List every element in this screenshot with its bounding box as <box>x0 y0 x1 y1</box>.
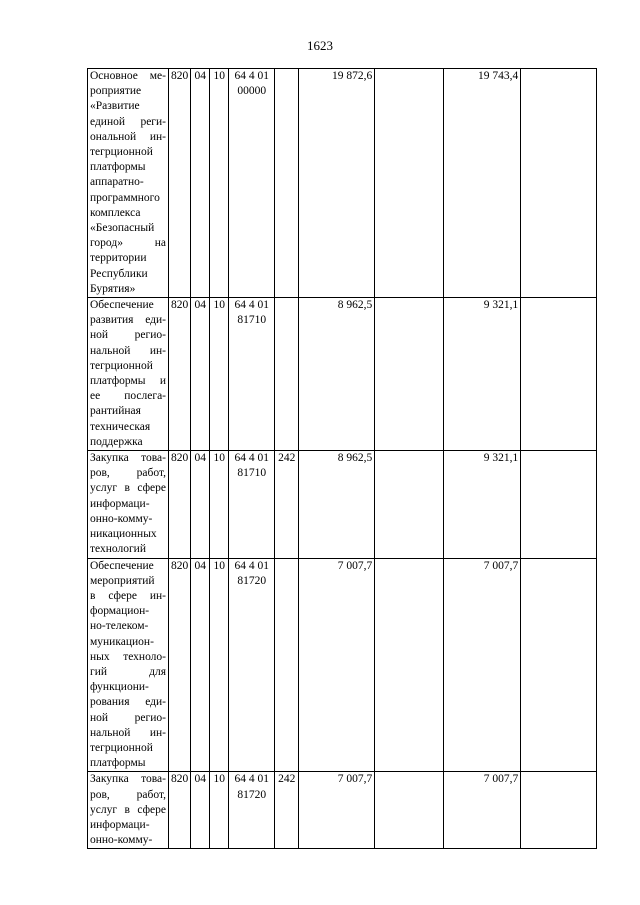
amount-year2-cell: 9 321,1 <box>444 451 521 558</box>
empty-column-cell <box>521 451 597 558</box>
expense-type-cell <box>275 558 299 772</box>
target-article-line: 64 4 01 <box>234 70 269 82</box>
item-name-line: технологий <box>90 543 146 556</box>
ministry-code-cell: 820 <box>169 772 191 849</box>
empty-column-cell <box>375 558 444 772</box>
table-row <box>88 298 597 451</box>
item-name-line: территории <box>90 252 147 265</box>
item-name-cell <box>88 772 169 849</box>
item-name-line: город» на <box>90 237 166 250</box>
subsection-code-cell: 10 <box>210 558 229 772</box>
item-name-line: рантийная <box>90 405 141 418</box>
item-name-line: аппаратно- <box>90 176 144 189</box>
target-article-line: 00000 <box>237 85 267 98</box>
amount-year2-cell: 7 007,7 <box>444 772 521 849</box>
expense-type-cell: 242 <box>275 772 299 849</box>
item-name-line: Закупка това- <box>90 773 166 786</box>
target-article-line: 81710 <box>237 314 267 327</box>
empty-column-cell <box>375 772 444 849</box>
amount-year2-cell: 7 007,7 <box>444 558 521 772</box>
empty-column-cell <box>375 451 444 558</box>
item-name-cell <box>88 451 169 558</box>
item-name-line: ных техноло- <box>90 650 166 663</box>
item-name-line: комплекса <box>90 206 141 219</box>
item-name-line: информаци- <box>90 497 150 510</box>
target-article-line: 64 4 01 <box>234 773 269 786</box>
empty-column-cell <box>375 69 444 298</box>
table-row <box>88 558 597 772</box>
subsection-code-cell: 10 <box>210 772 229 849</box>
expense-type-cell <box>275 298 299 451</box>
empty-column-cell <box>521 298 597 451</box>
item-name-cell <box>88 298 169 451</box>
item-name-line: функциони- <box>90 681 149 694</box>
section-code-cell: 04 <box>191 558 210 772</box>
ministry-code-cell: 820 <box>169 451 191 558</box>
target-article-line: 64 4 01 <box>234 452 269 465</box>
item-name-line: ров, работ, <box>90 467 166 480</box>
item-name-line: ональной ин- <box>90 130 166 143</box>
item-name-line: «Развитие <box>90 100 140 113</box>
item-name-line: Бурятия» <box>90 282 136 295</box>
item-name-line: формацион- <box>90 605 150 618</box>
item-name-line: Закупка това- <box>90 452 166 465</box>
item-name-line: мероприятий <box>90 574 155 587</box>
item-name-line: платформы <box>90 757 146 770</box>
item-name-line: ной регио- <box>90 329 166 342</box>
budget-table <box>87 68 597 849</box>
amount-year1-cell: 8 962,5 <box>299 451 375 558</box>
ministry-code-cell: 820 <box>169 558 191 772</box>
item-name-line: ее послега- <box>90 390 166 403</box>
amount-year2-cell: 19 743,4 <box>444 69 521 298</box>
item-name-line: Республики <box>90 267 148 280</box>
ministry-code-cell: 820 <box>169 298 191 451</box>
empty-column-cell <box>375 298 444 451</box>
table-row <box>88 451 597 558</box>
section-code-cell: 04 <box>191 451 210 558</box>
target-article-line: 81710 <box>237 467 267 480</box>
item-name-line: нальной ин- <box>90 726 166 739</box>
item-name-cell <box>88 69 169 298</box>
amount-year1-cell: 7 007,7 <box>299 772 375 849</box>
item-name-line: платформы <box>90 161 146 174</box>
amount-year1-cell: 19 872,6 <box>299 69 375 298</box>
target-article-cell <box>229 69 275 298</box>
item-name-line: единой реги- <box>90 115 166 128</box>
item-name-line: развития еди- <box>90 314 166 327</box>
target-article-line: 81720 <box>237 574 267 587</box>
item-name-line: тегрционной <box>90 359 153 372</box>
item-name-line: Обеспечение <box>90 299 154 312</box>
target-article-cell <box>229 298 275 451</box>
item-name-line: ной регио- <box>90 711 166 724</box>
section-code-cell: 04 <box>191 69 210 298</box>
table-row <box>88 69 597 298</box>
item-name-line: информаци- <box>90 818 150 831</box>
empty-column-cell <box>521 69 597 298</box>
item-name-line: платформы и <box>90 375 166 388</box>
subsection-code-cell: 10 <box>210 69 229 298</box>
item-name-line: онно-комму- <box>90 834 153 847</box>
subsection-code-cell: 10 <box>210 451 229 558</box>
item-name-line: тегрционной <box>90 741 153 754</box>
subsection-code-cell: 10 <box>210 298 229 451</box>
target-article-cell <box>229 558 275 772</box>
item-name-line: нальной ин- <box>90 344 166 357</box>
item-name-line: Обеспечение <box>90 559 154 572</box>
expense-type-cell: 242 <box>275 451 299 558</box>
budget-table-body <box>88 69 597 849</box>
target-article-cell <box>229 451 275 558</box>
item-name-line: «Безопасный <box>90 222 155 235</box>
target-article-line: 64 4 01 <box>234 559 269 572</box>
target-article-cell <box>229 772 275 849</box>
item-name-line: тегрционной <box>90 146 153 159</box>
item-name-line: Основное ме- <box>90 70 166 82</box>
item-name-line: в сфере ин- <box>90 589 166 602</box>
item-name-line: услуг в сфере <box>90 482 166 495</box>
expense-type-cell <box>275 69 299 298</box>
item-name-line: техническая <box>90 420 151 433</box>
item-name-cell <box>88 558 169 772</box>
item-name-line: программного <box>90 191 160 204</box>
empty-column-cell <box>521 558 597 772</box>
item-name-line: гий для <box>90 665 166 678</box>
item-name-line: поддержка <box>90 435 143 448</box>
amount-year2-cell: 9 321,1 <box>444 298 521 451</box>
section-code-cell: 04 <box>191 772 210 849</box>
page-number: 1623 <box>307 38 333 53</box>
item-name-line: роприятие <box>90 85 142 98</box>
target-article-line: 64 4 01 <box>234 299 269 312</box>
empty-column-cell <box>521 772 597 849</box>
target-article-line: 81720 <box>237 788 267 801</box>
item-name-line: муникацион- <box>90 635 154 648</box>
amount-year1-cell: 7 007,7 <box>299 558 375 772</box>
section-code-cell: 04 <box>191 298 210 451</box>
item-name-line: ров, работ, <box>90 788 166 801</box>
ministry-code-cell: 820 <box>169 69 191 298</box>
item-name-line: услуг в сфере <box>90 803 166 816</box>
item-name-line: никационных <box>90 528 157 541</box>
item-name-line: онно-комму- <box>90 512 153 525</box>
amount-year1-cell: 8 962,5 <box>299 298 375 451</box>
item-name-line: рования еди- <box>90 696 166 709</box>
table-row <box>88 772 597 849</box>
item-name-line: но-телеком- <box>90 620 149 633</box>
